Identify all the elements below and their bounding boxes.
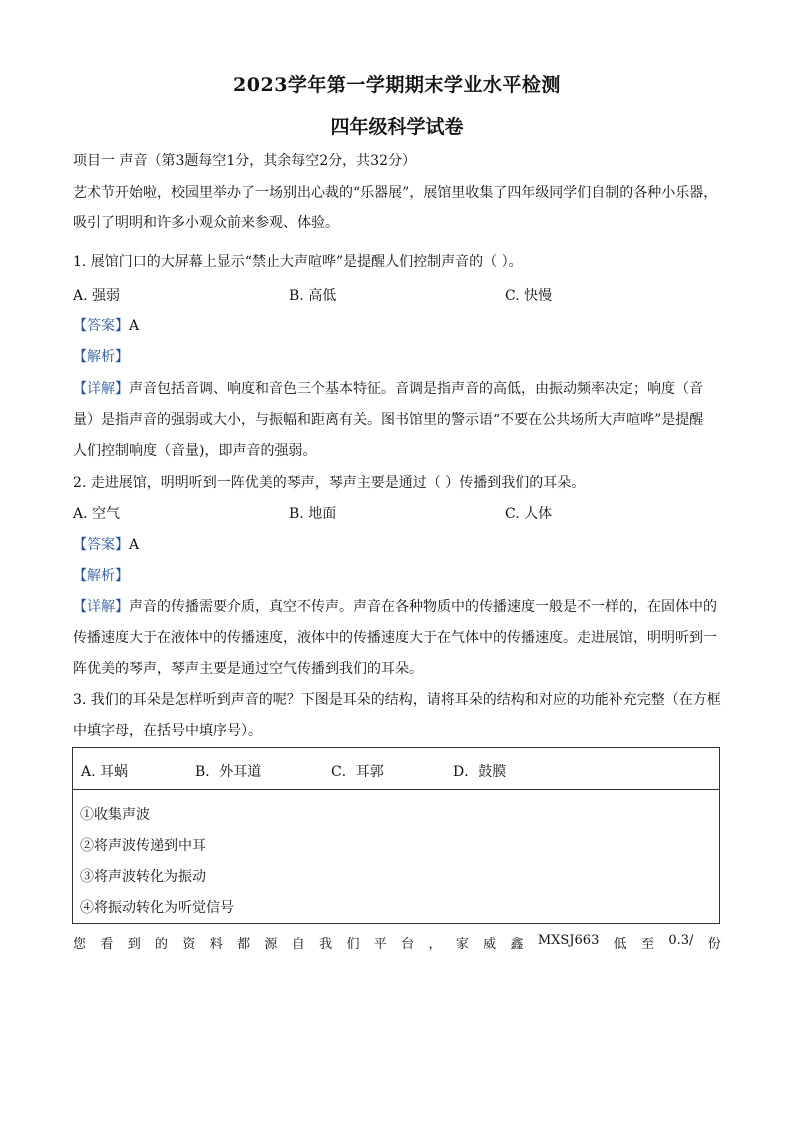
footer-code: MXSJ663 — [537, 933, 600, 948]
part-d: D．鼓膜 — [453, 764, 507, 780]
footer-char: 料 — [209, 937, 223, 952]
answer-value: A — [129, 318, 140, 334]
q1-option-c: C. 快慢 — [505, 288, 553, 304]
q2-analysis-tag: 【解析】 — [73, 568, 129, 584]
footer-char: 资 — [182, 937, 196, 952]
q2-option-b: B. 地面 — [289, 506, 337, 522]
q2-option-a: A. 空气 — [73, 506, 121, 522]
footer-char: ， — [428, 937, 442, 952]
footer-char: 的 — [155, 937, 169, 952]
footer-char: 们 — [346, 937, 360, 952]
q1-detail-line-1 — [73, 380, 703, 398]
footer-char: 平 — [373, 937, 387, 952]
q1-option-a: A. 强弱 — [73, 288, 121, 304]
q2-detail-line-2: 传播速度大于在液体中的传播速度，液体中的传播速度大于在气体中的传播速度。走进展馆，明明听到一 — [73, 630, 717, 646]
footer-char: 鑫 — [510, 937, 524, 952]
footer-char: 源 — [264, 937, 278, 952]
footer-char: 自 — [291, 937, 305, 952]
exam-title: 2023学年第一学期期末学业水平检测 — [233, 74, 561, 96]
part-a: A. 耳蜗 — [81, 764, 129, 780]
function-4: ④将振动转化为听觉信号 — [80, 900, 234, 916]
exam-subtitle: 四年级科学试卷 — [330, 116, 464, 138]
q2-stem: 2. 走进展馆，明明听到一阵优美的琴声，琴声主要是通过（ ）传播到我们的耳朵。 — [73, 475, 586, 491]
section-heading: 项目一 声音（第3题每空1分，其余每空2分，共32分） — [73, 153, 416, 169]
footer-char: 看 — [100, 937, 114, 952]
function-2: ②将声波传递到中耳 — [80, 838, 206, 854]
q1-detail-line-2: 量）是指声音的强弱或大小，与振幅和距离有关。图书馆里的警示语“不要在公共场所大声喧哗”是提醒 — [73, 412, 704, 428]
footer-price: 0.3/ — [668, 933, 694, 948]
detail-tag: 【详解】 — [73, 381, 129, 397]
footer-char: 家 — [455, 937, 469, 952]
answer-tag: 【答案】 — [73, 537, 129, 553]
q2-option-c: C. 人体 — [505, 506, 553, 522]
part-c: C．耳郭 — [331, 764, 384, 780]
footer-char: 我 — [319, 937, 333, 952]
q2-detail-line-3: 阵优美的琴声，琴声主要是通过空气传播到我们的耳朵。 — [73, 661, 423, 677]
intro-line-2: 吸引了明明和许多小观众前来参观、体验。 — [73, 215, 339, 231]
q2-answer — [73, 536, 139, 554]
footer-char: 份 — [707, 937, 721, 952]
footer-char: 至 — [641, 937, 655, 952]
footer-char: 您 — [73, 937, 87, 952]
ear-structure-table — [72, 747, 720, 924]
q3-stem-line-2: 中填字母，在括号中填序号）。 — [73, 723, 262, 739]
answer-value: A — [129, 537, 140, 553]
function-1: ①收集声波 — [80, 807, 150, 823]
footer-char: 威 — [483, 937, 497, 952]
footer-notice — [73, 933, 721, 952]
part-b: B．外耳道 — [195, 764, 262, 780]
detail-text: 声音包括音调、响度和音色三个基本特征。音调是指声音的高低，由振动频率决定；响度（音 — [129, 381, 703, 397]
intro-line-1: 艺术节开始啦，校园里举办了一场别出心裁的“乐器展”，展馆里收集了四年级同学们自制的各种小乐器， — [73, 185, 718, 201]
q1-stem: 1. 展馆门口的大屏幕上显示“禁止大声喧哗”是提醒人们控制声音的（ ）。 — [73, 254, 523, 270]
ear-parts-row — [73, 748, 719, 790]
detail-text: 声音的传播需要介质，真空不传声。声音在各种物质中的传播速度一般是不一样的，在固体中的 — [129, 599, 717, 615]
footer-char: 都 — [237, 937, 251, 952]
detail-tag: 【详解】 — [73, 599, 129, 615]
q1-option-b: B. 高低 — [289, 288, 337, 304]
q1-detail-line-3: 人们控制响度（音量)，即声音的强弱。 — [73, 443, 317, 459]
footer-char: 低 — [613, 937, 627, 952]
function-3: ③将声波转化为振动 — [80, 869, 206, 885]
footer-char: 台 — [401, 937, 415, 952]
answer-tag: 【答案】 — [73, 318, 129, 334]
q3-stem-line-1: 3. 我们的耳朵是怎样听到声音的呢？下图是耳朵的结构，请将耳朵的结构和对应的功能补充完整（在方框 — [73, 692, 721, 708]
q1-analysis-tag: 【解析】 — [73, 349, 129, 365]
q2-detail-line-1 — [73, 598, 717, 616]
q1-answer — [73, 317, 139, 335]
footer-char: 到 — [127, 937, 141, 952]
